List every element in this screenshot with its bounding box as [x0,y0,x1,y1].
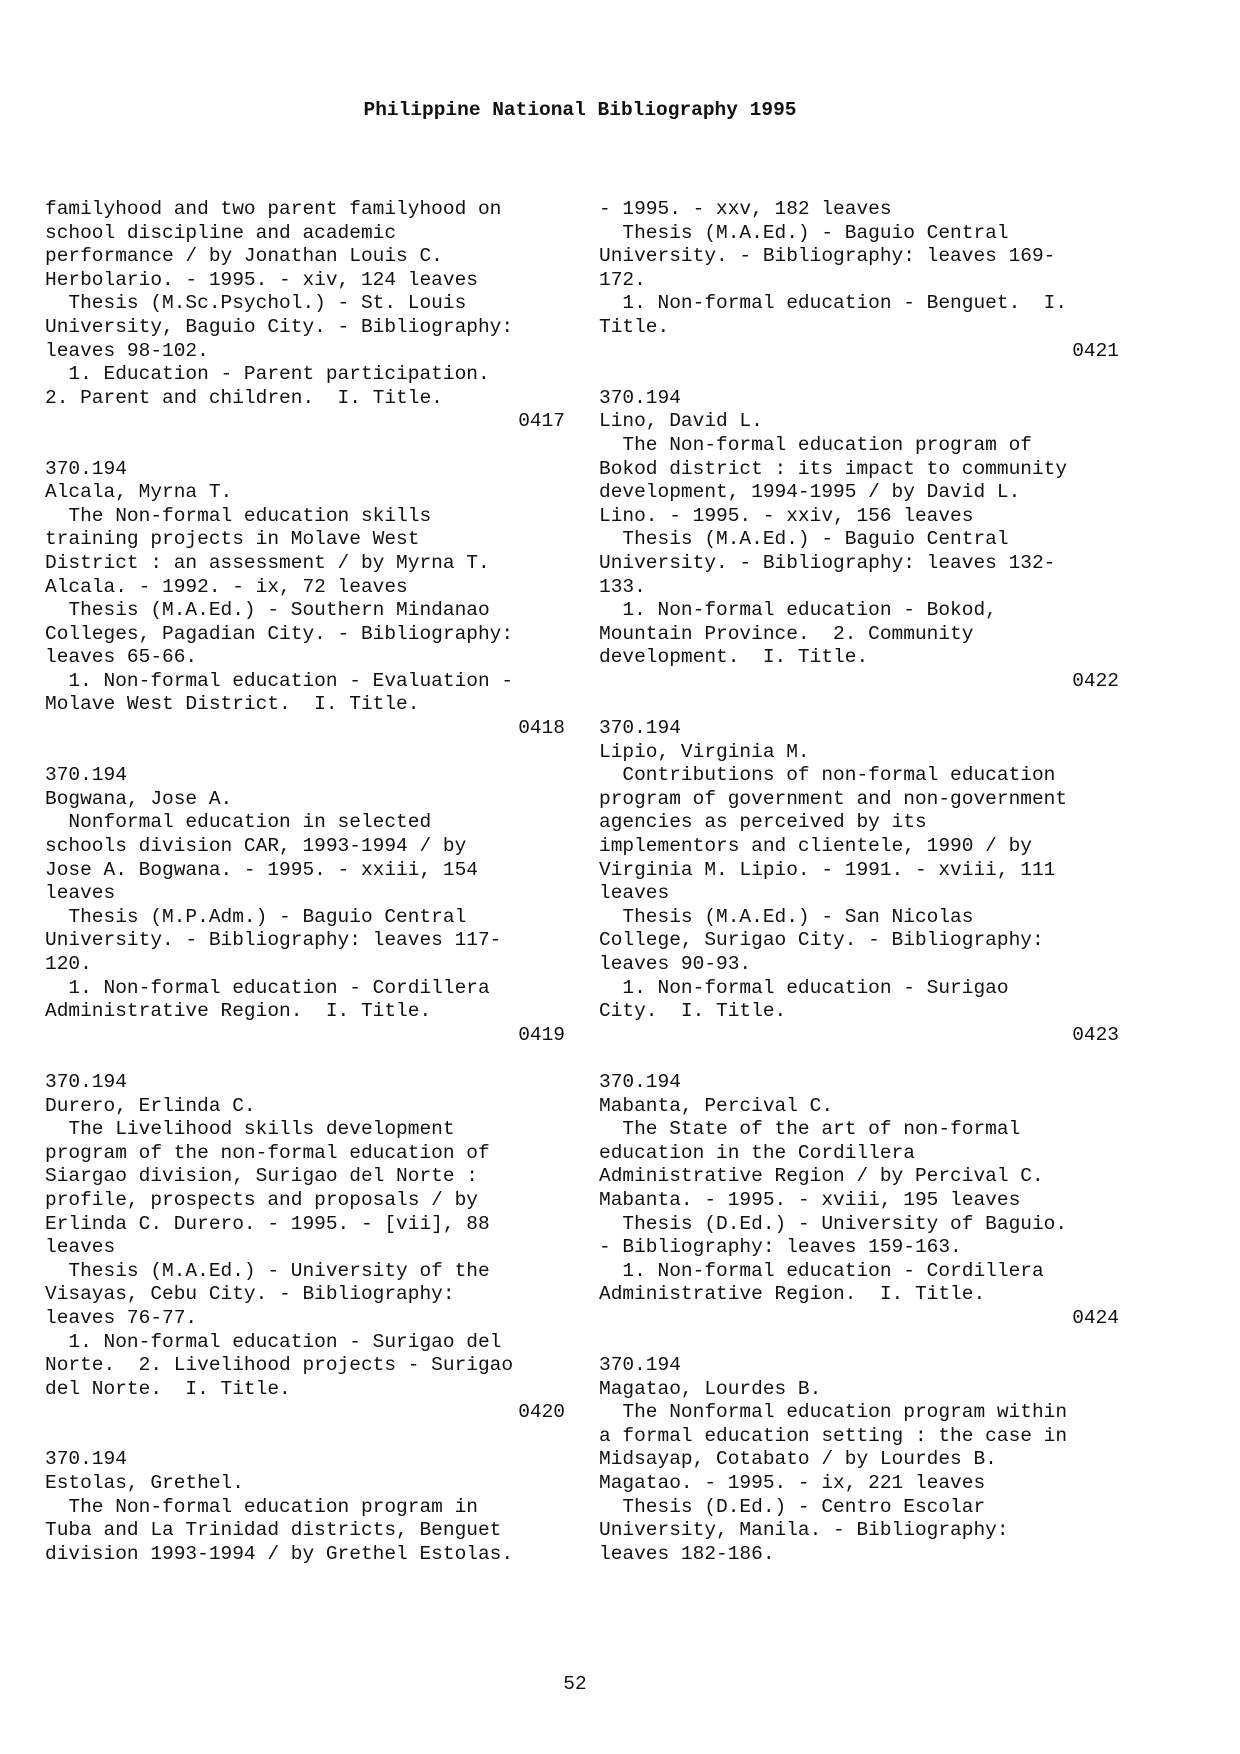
entry-line: Magatao. - 1995. - ix, 221 leaves [599,1472,986,1495]
entry-line: University, Manila. - Bibliography: [599,1519,1009,1542]
entry-number: 0421 [1072,339,1119,362]
entry-number: 0422 [1072,669,1119,692]
entry-line: Magatao, Lourdes B. [599,1377,822,1400]
entry-line: Lino, David L. [599,410,763,433]
page-number: 52 [563,1673,587,1695]
entry-line: 370.194 [599,1070,681,1093]
entry-line: implementors and clientele, 1990 / by [599,835,1032,858]
entry-line: - Bibliography: leaves 159-163. [599,1236,962,1259]
entry-line: - 1995. - xxv, 182 leaves [599,198,892,220]
entry-line: division 1993-1994 / by Grethel Estolas. [45,1542,514,1565]
entry-line: development. I. Title. [599,646,869,669]
entry-line: Title. [599,315,670,338]
entry-line: Colleges, Pagadian City. - Bibliography: [45,622,514,645]
entry-line: training projects in Molave West [45,528,420,551]
entry-line: school discipline and academic [45,221,397,244]
entry-line: Thesis (M.A.Ed.) - Southern Mindanao [45,599,490,622]
entry-line: Thesis (M.P.Adm.) - Baguio Central [45,905,467,928]
entry-line: The Nonformal education program within [599,1401,1068,1424]
entry-line: 172. [599,268,646,291]
entry-line: 370.194 [45,1070,127,1093]
entry-line: familyhood and two parent familyhood on [45,198,502,220]
entry-line: profile, prospects and proposals / by [45,1188,478,1211]
entry-line: Virginia M. Lipio. - 1991. - xviii, 111 [599,858,1056,881]
entry-number: 0419 [518,1023,565,1046]
entry-line: del Norte. I. Title. [45,1377,291,1400]
entry-line: 370.194 [45,457,127,480]
entry-line: University, Baguio City. - Bibliography: [45,315,514,338]
entry-line: Administrative Region. I. Title. [599,1283,986,1306]
right-column [599,198,1119,1566]
entry-line: Siargao division, Surigao del Norte : [45,1165,478,1188]
entry-line: 1. Education - Parent participation. [45,363,490,386]
entry-number: 0420 [518,1401,565,1424]
entry-line: schools division CAR, 1993-1994 / by [45,835,467,858]
entry-line: Alcala, Myrna T. [45,481,233,504]
entry-number: 0424 [1072,1306,1119,1329]
entry-line: Bogwana, Jose A. [45,787,233,810]
entry-line: Mountain Province. 2. Community [599,622,974,645]
entry-line: 1. Non-formal education - Evaluation - [45,669,514,692]
entry-line: Administrative Region. I. Title. [45,1000,432,1023]
entry-line: Thesis (M.A.Ed.) - Baguio Central [599,528,1009,551]
entry-line: leaves [45,882,116,905]
entry-line: Lino. - 1995. - xxiv, 156 leaves [599,504,974,527]
entry-line: 2. Parent and children. I. Title. [45,386,443,409]
entry-line: Bokod district : its impact to community [599,457,1068,480]
entry-line: Norte. 2. Livelihood projects - Surigao [45,1354,514,1377]
entry-line: Nonformal education in selected [45,811,432,834]
entry-line: 1. Non-formal education - Surigao [599,976,1009,999]
entry-line: 370.194 [599,717,681,740]
entry-line: program of government and non-government [599,787,1068,810]
page-title: Philippine National Bibliography 1995 [363,99,797,121]
bibliography-entry [599,1071,1119,1331]
entry-line: Tuba and La Trinidad districts, Benguet [45,1519,502,1542]
entry-line: The Non-formal education program in [45,1495,478,1518]
entry-line: 1. Non-formal education - Cordillera [45,976,490,999]
entry-line: leaves 76-77. [45,1306,198,1329]
entry-line: Visayas, Cebu City. - Bibliography: [45,1283,455,1306]
entry-line: University. - Bibliography: leaves 132- [599,551,1056,574]
entry-line: Thesis (M.A.Ed.) - San Nicolas [599,905,974,928]
entry-number: 0417 [518,410,565,433]
bibliography-entry [45,1448,565,1566]
entry-line: College, Surigao City. - Bibliography: [599,929,1044,952]
entry-line: 1. Non-formal education - Bokod, [599,599,997,622]
entry-line: Thesis (M.A.Ed.) - Baguio Central [599,221,1009,244]
entry-line: University. - Bibliography: leaves 169- [599,245,1056,268]
entry-line: Mabanta, Percival C. [599,1094,834,1117]
entry-line: Thesis (D.Ed.) - Centro Escolar [599,1495,986,1518]
entry-line: Thesis (D.Ed.) - University of Baguio. [599,1212,1068,1235]
entry-line: leaves [599,882,670,905]
entry-line: leaves 90-93. [599,953,752,975]
entry-line: performance / by Jonathan Louis C. [45,245,443,268]
left-column [45,198,565,1566]
bibliography-entry [45,458,565,741]
entry-line: Thesis (M.Sc.Psychol.) - St. Louis [45,292,467,315]
entry-line: Midsayap, Cotabato / by Lourdes B. [599,1448,997,1471]
entry-line: District : an assessment / by Myrna T. [45,551,490,574]
bibliography-entry [599,1354,1119,1566]
entry-line: 1. Non-formal education - Surigao del [45,1330,502,1353]
entry-line: education in the Cordillera [599,1141,915,1164]
entry-line: leaves 65-66. [45,646,198,669]
entry-line: agencies as perceived by its [599,811,927,834]
entry-line: Alcala. - 1992. - ix, 72 leaves [45,575,408,598]
entry-line: 133. [599,575,646,598]
entry-line: 370.194 [599,1354,681,1377]
entry-line: Molave West District. I. Title. [45,693,420,716]
entry-line: Estolas, Grethel. [45,1472,244,1495]
entry-number: 0418 [518,717,565,740]
entry-line: program of the non-formal education of [45,1141,490,1164]
entry-line: Mabanta. - 1995. - xviii, 195 leaves [599,1188,1021,1211]
entry-line: Thesis (M.A.Ed.) - University of the [45,1259,490,1282]
bibliography-entry [599,717,1119,1047]
entry-line: 370.194 [599,386,681,409]
entry-line: 120. [45,953,92,975]
bibliography-entry [599,198,1119,363]
entry-line: The Non-formal education skills [45,504,432,527]
entry-line: Administrative Region / by Percival C. [599,1165,1044,1188]
entry-line: Erlinda C. Durero. - 1995. - [vii], 88 [45,1212,490,1235]
entry-line: 370.194 [45,764,127,787]
entry-line: Lipio, Virginia M. [599,740,810,763]
entry-line: Herbolario. - 1995. - xiv, 124 leaves [45,268,478,291]
entry-line: Contributions of non-formal education [599,764,1056,787]
entry-line: The Non-formal education program of [599,433,1032,456]
entry-line: The Livelihood skills development [45,1118,455,1141]
entry-line: 1. Non-formal education - Benguet. I. [599,292,1068,315]
bibliography-entry [45,764,565,1047]
entry-line: development, 1994-1995 / by David L. [599,481,1021,504]
entry-line: Jose A. Bogwana. - 1995. - xxiii, 154 [45,858,478,881]
entry-line: leaves 98-102. [45,339,209,362]
entry-line: University. - Bibliography: leaves 117- [45,929,502,952]
entry-line: 370.194 [45,1448,127,1471]
entry-line: Durero, Erlinda C. [45,1094,256,1117]
bibliography-entry [599,387,1119,694]
entry-line: City. I. Title. [599,1000,787,1023]
bibliography-entry [45,198,565,434]
entry-line: a formal education setting : the case in [599,1424,1068,1447]
entry-line: leaves [45,1236,116,1259]
entry-number: 0423 [1072,1023,1119,1046]
entry-line: The State of the art of non-formal [599,1118,1021,1141]
entry-line: 1. Non-formal education - Cordillera [599,1259,1044,1282]
bibliography-entry [45,1071,565,1425]
entry-line: leaves 182-186. [599,1542,775,1565]
